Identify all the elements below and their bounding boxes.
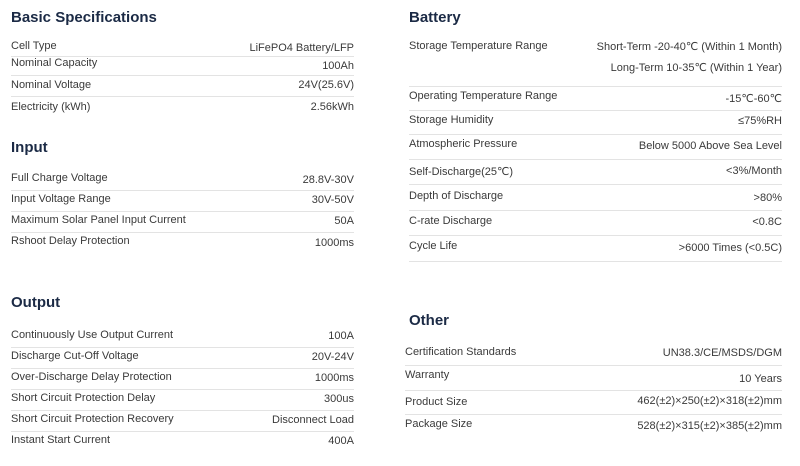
spec-row-full-charge-voltage (11, 170, 354, 191)
spec-label: Short Circuit Protection Recovery (11, 413, 174, 425)
spec-label: Input Voltage Range (11, 193, 111, 205)
spec-label: Short Circuit Protection Delay (11, 392, 156, 404)
spec-row-discharge-cutoff (11, 348, 354, 369)
spec-label: Electricity (kWh) (11, 101, 91, 113)
spec-label: Discharge Cut-Off Voltage (11, 350, 139, 362)
spec-label: Depth of Discharge (409, 190, 504, 202)
spec-value: 10 Years (739, 373, 782, 385)
spec-row-instant-start-current (11, 432, 354, 453)
spec-value: 50A (334, 215, 354, 227)
spec-label: Over-Discharge Delay Protection (11, 371, 172, 383)
spec-value: 1000ms (314, 237, 354, 249)
spec-row-storage-humidity (409, 111, 782, 135)
spec-value: 20V-24V (311, 351, 354, 363)
spec-row-short-circuit-delay (11, 390, 354, 411)
spec-row-atmospheric-pressure (409, 135, 782, 160)
input-title: Input (11, 139, 48, 156)
spec-label: Cell Type (11, 40, 57, 52)
spec-label: Warranty (405, 369, 450, 381)
spec-row-operating-temperature (409, 87, 782, 111)
spec-value: 24V(25.6V) (298, 79, 354, 91)
spec-value: <3%/Month (726, 165, 782, 177)
spec-row-depth-of-discharge (409, 185, 782, 211)
spec-row-input-voltage-range (11, 191, 354, 212)
spec-row-nominal-voltage (11, 76, 354, 97)
other-title: Other (409, 312, 450, 329)
spec-value: LiFePO4 Battery/LFP (249, 42, 354, 54)
spec-label: Storage Temperature Range (409, 40, 548, 52)
spec-label: Self-Discharge(25℃) (409, 166, 514, 178)
spec-label: Full Charge Voltage (11, 172, 108, 184)
spec-value: -15℃-60℃ (725, 93, 782, 105)
spec-value: 528(±2)×315(±2)×385(±2)mm (637, 420, 782, 432)
spec-value: 400A (328, 435, 354, 447)
spec-label: Nominal Capacity (11, 57, 98, 69)
spec-value: 1000ms (314, 372, 354, 384)
spec-value: ≤75%RH (738, 115, 782, 127)
spec-row-cell-type (11, 38, 354, 57)
spec-row-rshoot-delay (11, 233, 354, 253)
spec-row-package-size (405, 415, 782, 439)
spec-label: Atmospheric Pressure (409, 138, 518, 150)
spec-row-cycle-life (409, 236, 782, 262)
spec-value: 2.56kWh (310, 101, 354, 113)
spec-label: Cycle Life (409, 240, 458, 252)
spec-value: 100Ah (322, 60, 354, 72)
spec-row-over-discharge-delay (11, 369, 354, 390)
output-title: Output (11, 294, 61, 311)
spec-value: Below 5000 Above Sea Level (638, 140, 782, 152)
spec-row-product-size (405, 391, 782, 415)
spec-label: Storage Humidity (409, 114, 494, 126)
spec-value: <0.8C (752, 216, 782, 228)
spec-label: Product Size (405, 396, 468, 408)
spec-row-self-discharge (409, 160, 782, 185)
spec-value: UN38.3/CE/MSDS/DGM (662, 347, 782, 359)
spec-value: 462(±2)×250(±2)×318(±2)mm (637, 395, 782, 407)
spec-label: C-rate Discharge (409, 215, 493, 227)
spec-label: Package Size (405, 418, 473, 430)
spec-label: Operating Temperature Range (409, 90, 558, 102)
spec-value-long-term: Long-Term 10-35℃ (Within 1 Year) (610, 62, 782, 74)
spec-value: Disconnect Load (272, 414, 354, 426)
spec-label: Maximum Solar Panel Input Current (11, 214, 186, 226)
spec-label: Instant Start Current (11, 434, 111, 446)
battery-title: Battery (409, 9, 461, 26)
spec-row-short-circuit-recovery (11, 411, 354, 432)
spec-row-warranty (405, 366, 782, 391)
spec-label: Continuously Use Output Current (11, 329, 174, 341)
spec-row-c-rate-discharge (409, 211, 782, 236)
spec-label: Certification Standards (405, 346, 517, 358)
spec-row-continuous-output-current (11, 327, 354, 348)
basic-specifications-title: Basic Specifications (11, 9, 157, 26)
spec-row-max-solar-input-current (11, 212, 354, 233)
spec-value-short-term: Short-Term -20-40℃ (Within 1 Month) (596, 41, 782, 53)
spec-value: >6000 Times (<0.5C) (678, 242, 782, 254)
spec-row-nominal-capacity (11, 57, 354, 76)
spec-value: 100A (328, 330, 354, 342)
spec-value: 28.8V-30V (302, 174, 354, 186)
spec-row-electricity (11, 97, 354, 119)
spec-value: 300us (324, 393, 354, 405)
spec-row-certification (405, 344, 782, 366)
spec-label: Nominal Voltage (11, 79, 92, 91)
spec-row-storage-temperature (409, 38, 782, 87)
spec-value: 30V-50V (311, 194, 354, 206)
spec-label: Rshoot Delay Protection (11, 235, 130, 247)
spec-value: >80% (753, 192, 782, 204)
